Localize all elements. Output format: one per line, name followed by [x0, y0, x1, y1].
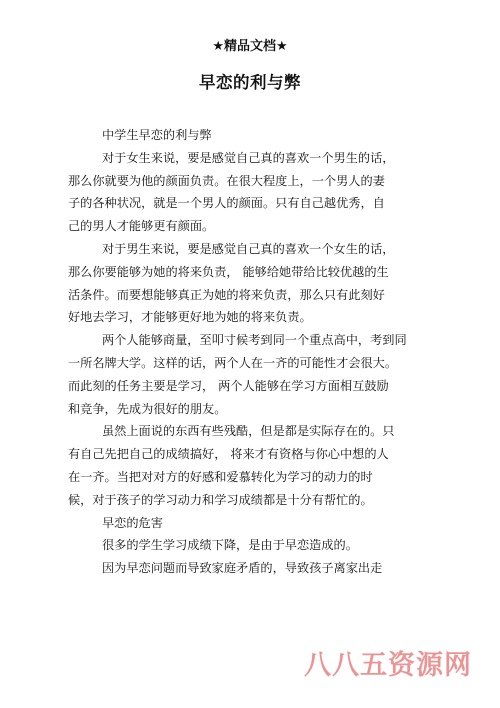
paragraph-line: 那么你就要为他的颜面负责。在很大程度上，一个男人的妻 — [68, 173, 385, 188]
paragraph-line: 在一齐。当把对对方的好感和爱慕转化为学习的动力的时 — [68, 469, 373, 484]
paragraph-line: 两个人能够商量，至叩寸候考到同一个重点高中，考到同 — [102, 333, 407, 348]
paragraph-line: 那么你要能够为她的将来负责， 能够给她带给比较优越的生 — [68, 264, 389, 279]
site-watermark: 八八五资源网 — [304, 650, 472, 681]
section-heading: 早恋的危害 — [102, 515, 163, 530]
section-heading: 中学生早恋的利与弊 — [102, 128, 212, 142]
paragraph-line: 有自己先把自己的成绩搞好， 将来才有资格与你心中想的人 — [68, 447, 389, 462]
paragraph-line: 对于男生来说，要是感觉自己真的喜欢一个女生的话， — [102, 241, 395, 256]
paragraph-line: 而此刻的任务主要是学习， 两个人能够在学习方面相互鼓励 — [68, 378, 389, 393]
document-body — [68, 124, 413, 580]
paragraph-line: 很多的学生学习成绩下降，是由于早恋造成的。 — [102, 538, 358, 553]
paragraph-line: 己的男人才能够更有颜面。 — [68, 219, 215, 234]
paragraph-line: 候，对于孩子的学习动力和学习成绩都是十分有帮忙的。 — [68, 492, 373, 507]
paragraph-line: 子的各种状况，就是一个男人的颜面。只有自己越优秀，自 — [68, 196, 385, 211]
paragraph-line: 虽然上面说的东西有些残酷，但是都是实际存在的。只 — [102, 424, 395, 439]
header-mark: ★精品文档★ — [212, 39, 288, 54]
paragraph-line: 一所名牌大学。这样的话，两个人在一齐的可能性才会很大。 — [68, 355, 398, 370]
paragraph-line: 和竞争，先成为很好的朋友。 — [68, 401, 227, 416]
paragraph-line: 活条件。而要想能够真正为她的将来负责，那么只有此刻好 — [68, 287, 385, 302]
paragraph-line: 因为早恋问题而导致家庭矛盾的，导致孩子离家出走 — [102, 561, 383, 576]
paragraph-line: 对于女生来说，要是感觉自己真的喜欢一个男生的话， — [102, 150, 395, 165]
paragraph-line: 好地去学习，才能够更好地为她的将来负责。 — [68, 310, 312, 325]
page-title: 早恋的利与弊 — [199, 73, 301, 92]
